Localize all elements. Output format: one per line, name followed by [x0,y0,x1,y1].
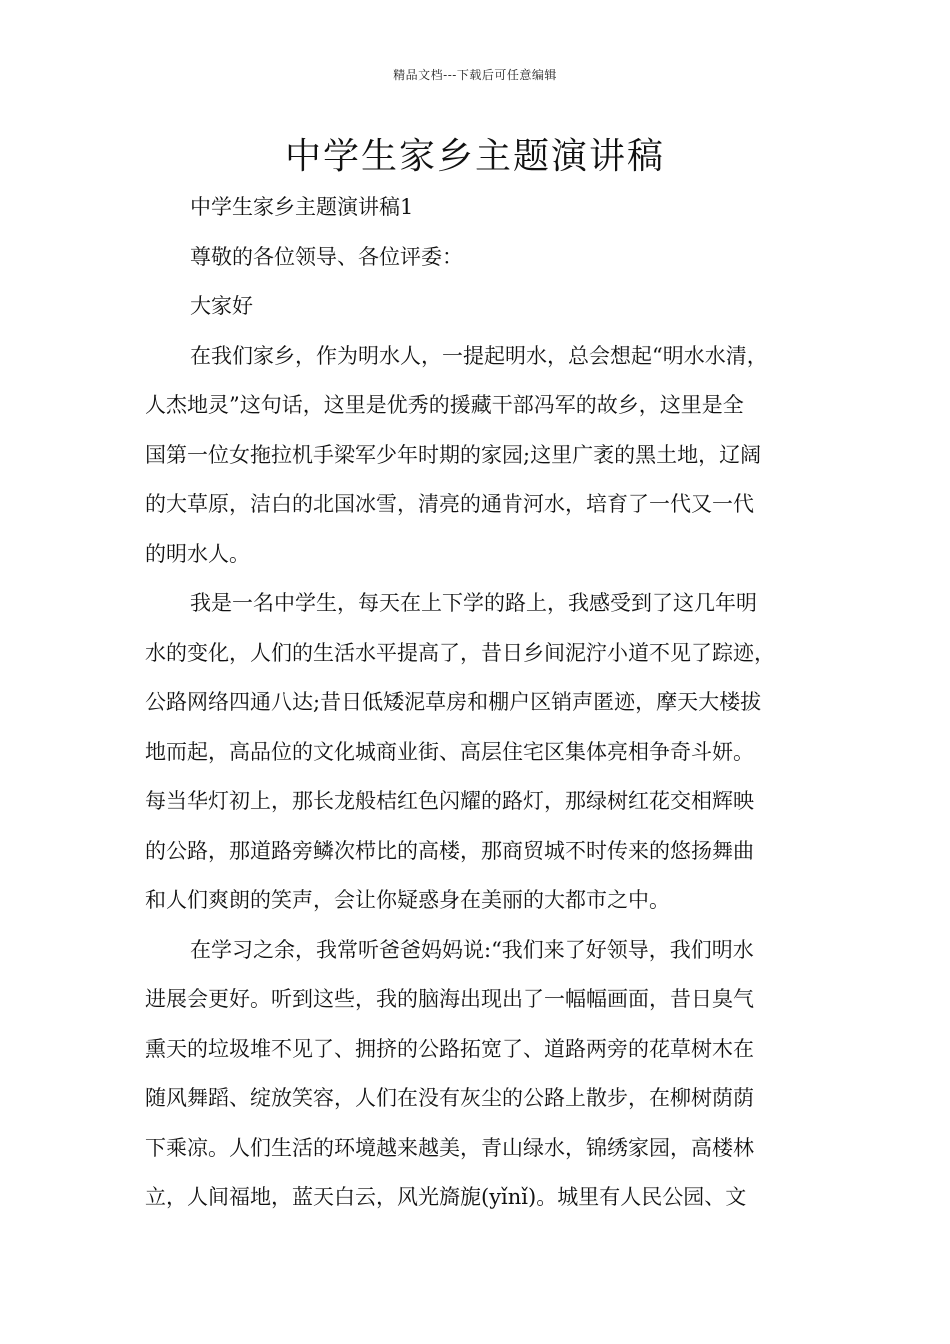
paragraph-line: 随风舞蹈、绽放笑容，人们在没有灰尘的公路上散步，在柳树荫荫 [145,1086,754,1110]
paragraph-line: 和人们爽朗的笑声，会让你疑惑身在美丽的大都市之中。 [145,888,670,912]
paragraph-line: 在我们家乡，作为明水人，一提起明水，总会想起“明水水清， [190,343,768,368]
salutation: 尊敬的各位领导、各位评委： [190,244,463,269]
paragraph-3 [145,926,810,1223]
paragraph-line: 熏天的垃圾堆不见了、拥挤的公路拓宽了、道路两旁的花草树木在 [145,1036,754,1061]
paragraph-line: 我是一名中学生，每天在上下学的路上，我感受到了这几年明 [190,591,757,615]
paragraph-1 [145,332,810,580]
paragraph-2 [145,579,810,926]
page-header-note: 精品文档---下载后可任意编辑 [393,68,557,82]
paragraph-line: 水的变化，人们的生活水平提高了，昔日乡间泥泞小道不见了踪迹， [145,640,775,665]
paragraph-line: 在学习之余，我常听爸爸妈妈说:“我们来了好领导，我们明水 [190,937,754,962]
document-body [145,183,810,1223]
paragraph-line: 国第一位女拖拉机手梁军少年时期的家园;这里广袤的黑土地，辽阔 [145,442,762,467]
paragraph-line: 的明水人。 [145,541,250,566]
paragraph-line: 公路网络四通八达;昔日低矮泥草房和棚户区销声匿迹，摩天大楼拔 [145,690,762,714]
paragraph-line: 每当华灯初上，那长龙般桔红色闪耀的路灯，那绿树红花交相辉映 [145,789,754,813]
paragraph-line: 的大草原，洁白的北国冰雪，清亮的通肯河水，培育了一代又一代 [145,492,754,516]
paragraph-line: 进展会更好。听到这些，我的脑海出现出了一幅幅画面，昔日臭气 [145,987,754,1011]
document-subtitle: 中学生家乡主题演讲稿1 [190,195,414,219]
greeting: 大家好 [190,294,253,318]
paragraph-line: 的公路，那道路旁鳞次栉比的高楼，那商贸城不时传来的悠扬舞曲 [145,838,754,863]
paragraph-line: 立，人间福地，蓝天白云，风光旖旎(yǐnǐ)。城里有人民公园、文 [145,1185,747,1209]
paragraph-line: 下乘凉。人们生活的环境越来越美，青山绿水，锦绣家园，高楼林 [145,1135,754,1160]
document-title: 中学生家乡主题演讲稿 [284,136,665,177]
paragraph-line: 人杰地灵”这句话，这里是优秀的援藏干部冯军的故乡，这里是全 [145,393,744,417]
paragraph-line: 地而起，高品位的文化城商业街、高层住宅区集体亮相争奇斗妍。 [145,739,754,764]
